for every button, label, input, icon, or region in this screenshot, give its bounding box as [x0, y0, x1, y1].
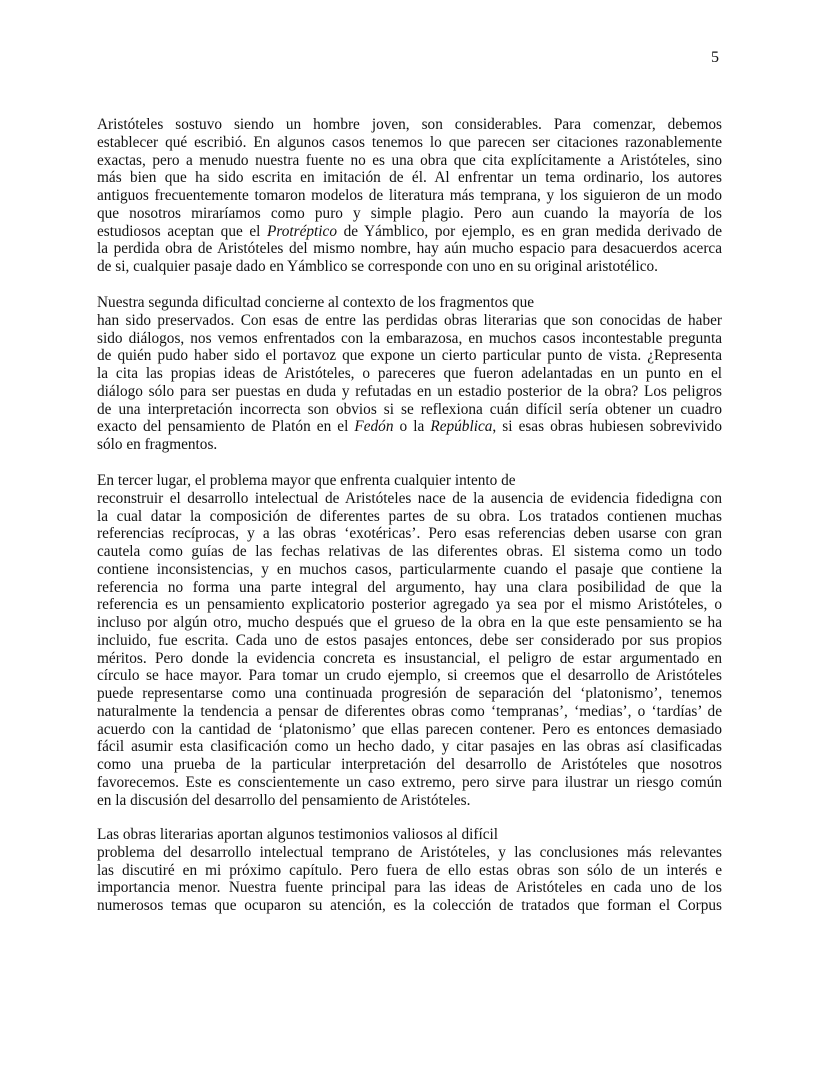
text-line: importancia menor. Nuestra fuente principal para las ideas de Aristóteles en cada uno de los — [97, 879, 722, 897]
text-line: más bien que ha sido escrita en imitación de él. Al enfrentar un tema ordinario, los autores — [97, 169, 722, 187]
text-line: numerosos temas que ocuparon su atención, es la colección de tratados que forman el Corpus — [97, 897, 722, 914]
text-line: referencias recíprocas, y a las obras ‘exotéricas’. Pero esas referencias deben usarse con gran — [97, 525, 722, 543]
text-line: incluido, fue escrita. Cada uno de estos pasajes entonces, debe ser considerado por sus propios — [97, 631, 722, 649]
italic-title: Fedón — [354, 418, 394, 436]
text-line: méritos. Pero donde la evidencia concreta es insustancial, el peligro de estar argumentado en — [97, 649, 722, 667]
text-line: la perdida obra de Aristóteles del mismo nombre, hay aún mucho espacio para desacuerdos acerca — [97, 240, 722, 258]
text-line: la cita las propias ideas de Aristóteles, o pareceres que fueron adelantadas en un punto en el — [97, 365, 722, 382]
text-line: antiguos frecuentemente tomaron modelos de literatura más temprana, y los siguieron de un modo — [97, 187, 722, 204]
text-line: acuerdo con la cantidad de ‘platonismo’ que ellas parecen contener. Pero es entonces demasiado — [97, 720, 722, 738]
text-line: han sido preservados. Con esas de entre las perdidas obras literarias que son conocidas de haber — [97, 311, 722, 329]
text-line: puede representarse como una continuada progresión de separación del ‘platonismo’, tenemos — [97, 685, 722, 702]
text-segment: estudiosos aceptan que el — [97, 222, 268, 240]
text-segment: o la — [393, 418, 431, 436]
text-line: que nosotros miraríamos como puro y simple plagio. Pero aun cuando la mayoría de los — [97, 204, 722, 222]
text-line — [97, 223, 722, 241]
italic-title: República — [430, 418, 493, 436]
text-line: diálogo sólo para ser puestas en duda y refutadas en un estadio posterior de la obra? Los peligros — [97, 382, 722, 400]
text-line: Aristóteles sostuvo siendo un hombre joven, son considerables. Para comenzar, debemos — [97, 116, 722, 133]
page-number: 5 — [711, 49, 719, 66]
text-line: de si, cualquier pasaje dado en Yámblico se corresponde con uno en su original aristotélico. — [97, 258, 658, 275]
text-line: referencia es un pensamiento explicatorio posterior agregado ya sea por el mismo Aristóteles, o — [97, 596, 722, 614]
text-segment: de Yámblico, por ejemplo, es en gran medida derivado de — [337, 222, 722, 240]
text-line: de quién pudo haber sido el portavoz que expone un cierto particular punto de vista. ¿Representa — [97, 347, 722, 365]
text-line: exactas, pero a menudo nuestra fuente no es una obra que cita explícitamente a Aristóteles, sino — [97, 151, 722, 169]
text-line: incluso por algún otro, mucho después que el grueso de la obra en la que este pensamiento se ha — [97, 614, 722, 631]
text-line: fácil asumir esta clasificación como un hecho dado, y citar pasajes en las obras así clasificadas — [97, 738, 722, 756]
text-segment: exacto del pensamiento de Platón en el — [97, 418, 355, 436]
text-line: sólo en fragmentos. — [97, 436, 218, 453]
text-line: contiene inconsistencias, y en muchos casos, particularmente cuando el pasaje que contiene la — [97, 560, 722, 578]
text-segment: , si esas obras hubiesen sobrevivido — [492, 418, 722, 436]
text-line — [97, 418, 722, 436]
text-line: círculo se hace mayor. Para tomar un crudo ejemplo, si creemos que el desarrollo de Aristóteles — [97, 667, 722, 685]
text-line: como una prueba de la particular interpretación del desarrollo de Aristóteles que nosotros — [97, 756, 722, 773]
text-line: referencia no forma una parte integral del argumento, hay una clara posibilidad de que la — [97, 578, 722, 596]
text-line: en la discusión del desarrollo del pensamiento de Aristóteles. — [97, 791, 471, 809]
text-line: cautela como guías de las fechas relativas de las diferentes obras. El sistema como un todo — [97, 543, 722, 560]
text-line: de una interpretación incorrecta son obvios si se reflexiona cuán difícil sería obtener un cuadro — [97, 400, 722, 418]
text-line: sido diálogos, nos vemos enfrentados con la embarazosa, en muchos casos incontestable pregunta — [97, 329, 722, 347]
text-line: naturalmente la tendencia a pensar de diferentes obras como ‘tempranas’, ‘medias’, o ‘tardías’ de — [97, 702, 722, 720]
text-line: problema del desarrollo intelectual temprano de Aristóteles, y las conclusiones más relevantes — [97, 843, 722, 861]
text-line: las discutiré en mi próximo capítulo. Pero fuera de ello estas obras son sólo de un interés e — [97, 861, 722, 879]
text-line: reconstruir el desarrollo intelectual de Aristóteles nace de la ausencia de evidencia fidedigna con — [97, 489, 722, 507]
text-line: Nuestra segunda dificultad concierne al contexto de los fragmentos que — [97, 294, 535, 311]
italic-title: Protréptico — [267, 222, 337, 240]
text-line: Las obras literarias aportan algunos testimonios valiosos al difícil — [97, 826, 499, 843]
text-line: En tercer lugar, el problema mayor que enfrenta cualquier intento de — [97, 472, 516, 489]
text-line: establecer qué escribió. En algunos casos tenemos lo que parecen ser citaciones razonablemente — [97, 133, 722, 151]
text-line: la cual datar la composición de diferentes partes de su obra. Los tratados contienen muchas — [97, 507, 722, 525]
text-line: favorecemos. Este es conscientemente un caso extremo, pero sirve para ilustrar un riesgo común — [97, 773, 722, 791]
